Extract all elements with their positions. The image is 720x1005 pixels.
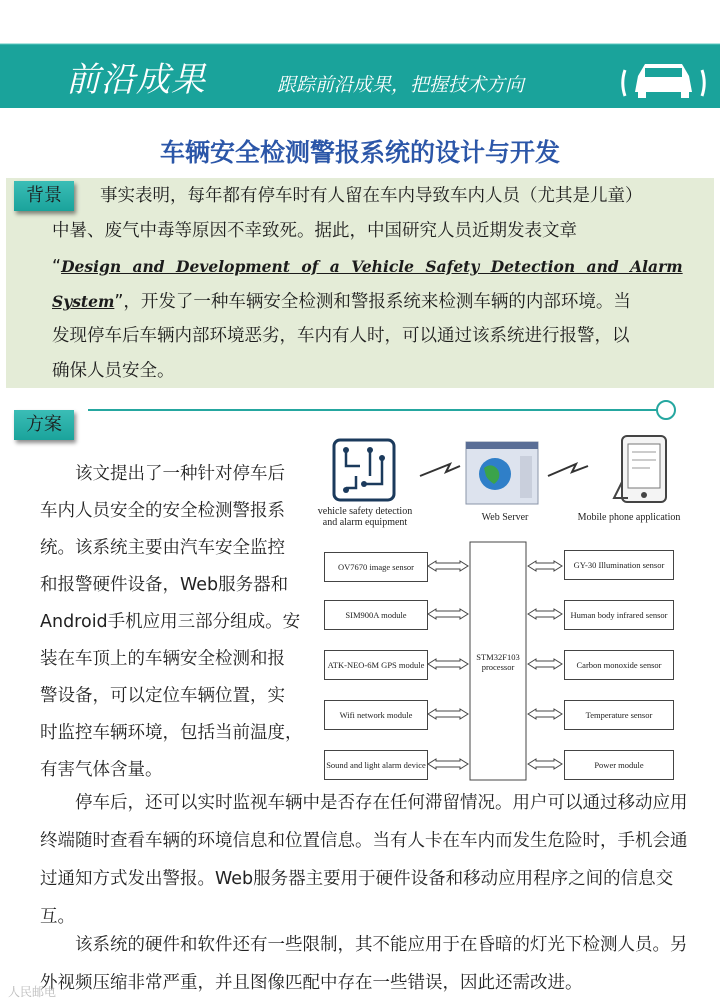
module-box: Human body infrared sensor <box>564 600 674 630</box>
processor-label: STM32F103 processor <box>472 650 524 674</box>
plan-line: 有害气体含量。 <box>40 760 163 780</box>
plan-tag: 方案 <box>14 410 74 440</box>
double-arrow <box>528 709 562 719</box>
background-line-4 <box>52 284 631 320</box>
plan-left-text <box>40 456 316 789</box>
module-box: ATK-NEO-6M GPS module <box>324 650 428 680</box>
plan-line: 车内人员安全的安全检测警报系 <box>40 501 285 521</box>
background-line-2: 中暑、废气中毒等原因不幸致死。据此，中国研究人员近期发表文章 <box>52 221 577 241</box>
background-line-4-rest: ”，开发了一种车辆安全检测和警报系统来检测车辆的内部环境。当 <box>114 292 631 312</box>
circuit-icon <box>334 440 394 500</box>
web-server-icon <box>466 442 538 504</box>
plan-line: 装在车顶上的车辆安全检测和报 <box>40 649 285 669</box>
plan-paragraph-2 <box>40 784 690 936</box>
article-title: 车辆安全检测警报系统的设计与开发 <box>159 138 560 167</box>
background-line-6: 确保人员安全。 <box>52 361 175 381</box>
divider-circle <box>656 400 676 420</box>
double-arrow <box>428 561 468 571</box>
double-arrow <box>428 659 468 669</box>
paper-title-part-b: System <box>52 292 115 311</box>
watermark: 人民邮电 <box>8 985 57 999</box>
background-line-5: 发现停车后车辆内部环境恶劣，车内有人时，可以通过该系统进行报警，以 <box>52 326 630 346</box>
double-arrow <box>428 759 468 769</box>
header-subtitle: 跟踪前沿成果，把握技术方向 <box>277 74 525 96</box>
system-diagram <box>310 432 690 782</box>
plan-line: 警设备，可以定位车辆位置，实 <box>40 686 285 706</box>
quote-open: “ <box>52 257 62 277</box>
background-line-1: 事实表明，每年都有停车时有人留在车内导致车内人员（尤其是儿童） <box>100 186 643 206</box>
header-title: 前沿成果 <box>66 60 206 100</box>
module-box: Wifi network module <box>324 700 428 730</box>
module-box: Carbon monoxide sensor <box>564 650 674 680</box>
module-box: Temperature sensor <box>564 700 674 730</box>
module-box: GY-30 Illumination sensor <box>564 550 674 580</box>
paragraph-text: 该系统的硬件和软件还有一些限制，其不能应用于在昏暗的灯光下检测人员。另外视频压缩非常严重，并且图像匹配中存在一些错误，因此还需改进。 <box>40 935 688 993</box>
double-arrow <box>528 609 562 619</box>
equipment-label: vehicle safety detection and alarm equipment <box>317 506 413 528</box>
module-box: OV7670 image sensor <box>324 552 428 582</box>
plan-line: Android手机应用三部分组成。安 <box>40 612 301 632</box>
double-arrow <box>528 659 562 669</box>
paper-title-part-a: Design and Development of a Vehicle Safety Detection and Alarm <box>61 257 683 276</box>
background-tag: 背景 <box>14 181 74 211</box>
mobile-phone-icon <box>614 436 666 502</box>
plan-line: 时监控车辆环境，包括当前温度， <box>40 723 303 743</box>
double-arrow <box>528 759 562 769</box>
double-arrow <box>528 561 562 571</box>
plan-line: 该文提出了一种针对停车后 <box>40 464 285 484</box>
section-divider <box>88 409 658 411</box>
double-arrow <box>428 609 468 619</box>
plan-line: 统。该系统主要由汽车安全监控 <box>40 538 285 558</box>
plan-paragraph-3 <box>40 926 690 1002</box>
background-line-3 <box>52 249 683 285</box>
mobile-label: Mobile phone application <box>577 512 681 523</box>
paragraph-text: 停车后，还可以实时监视车辆中是否存在任何滞留情况。用户可以通过移动应用终端随时查看车辆的环境信息和位置信息。当有人卡在车内而发生危险时，手机会通过通知方式发出警报。Web服务器主要用于硬件设备和移动应用程序之间的信息交互。 <box>40 793 688 927</box>
module-box: SIM900A module <box>324 600 428 630</box>
double-arrow <box>428 709 468 719</box>
plan-line: 和报警硬件设备，Web服务器和 <box>40 575 289 595</box>
server-label: Web Server <box>481 512 529 523</box>
module-box: Sound and light alarm device <box>324 750 428 780</box>
module-box: Power module <box>564 750 674 780</box>
